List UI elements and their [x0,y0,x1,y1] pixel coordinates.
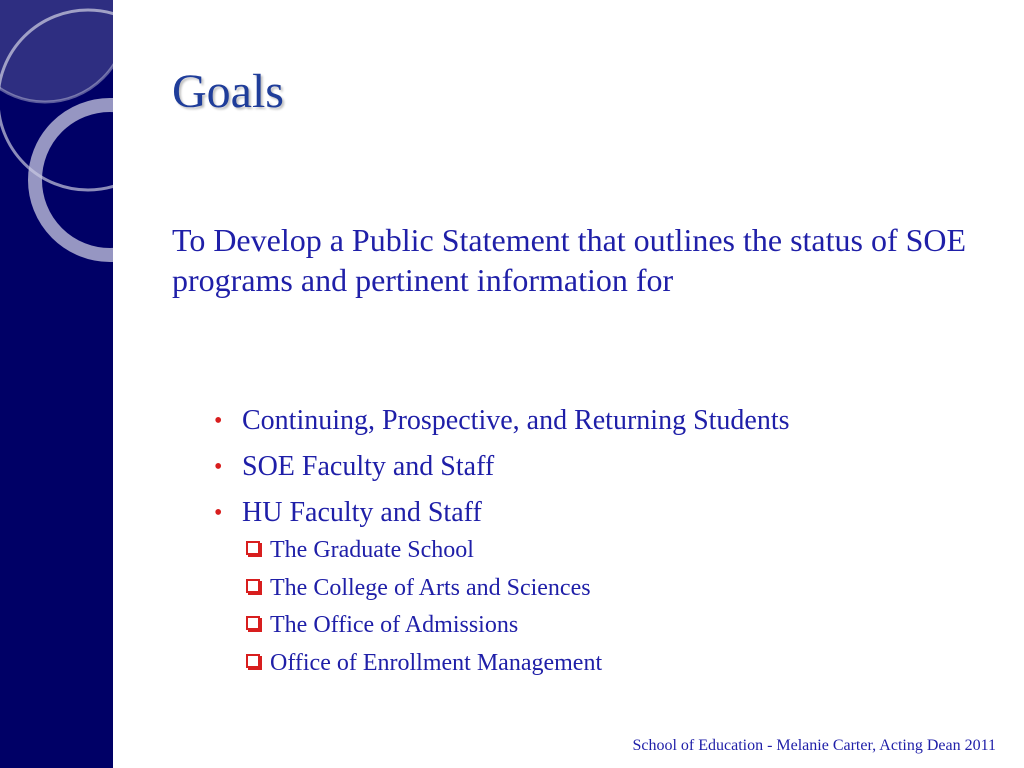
bullet-list [214,398,790,536]
sub-bullet-label: Office of Enrollment Management [270,649,603,676]
list-item [244,532,602,570]
bullet-dot-icon: • [214,500,223,526]
slide-title: Goals [172,65,284,118]
sub-bullet-label: The College of Arts and Sciences [270,574,591,601]
sub-bullet-list [244,532,602,682]
bullet-dot-icon: • [214,408,223,434]
list-item [244,607,602,645]
slide-footer: School of Education - Melanie Carter, Acting Dean 2011 [632,737,996,754]
bullet-label: HU Faculty and Staff [242,497,482,528]
list-item [244,570,602,608]
intro-paragraph: To Develop a Public Statement that outlines the status of SOE programs and pertinent information for [172,222,967,298]
list-item [214,490,790,536]
checkbox-bullet-icon [246,654,260,668]
bullet-dot-icon: • [214,454,223,480]
bullet-label: Continuing, Prospective, and Returning Students [242,405,790,436]
list-item [214,398,790,444]
checkbox-bullet-icon [246,616,260,630]
side-band-decoration [0,0,113,768]
list-item [214,444,790,490]
sub-bullet-label: The Graduate School [270,537,474,563]
checkbox-bullet-icon [246,541,260,555]
decorative-circles [0,0,113,768]
checkbox-bullet-icon [246,579,260,593]
list-item [244,645,602,683]
bullet-label: SOE Faculty and Staff [242,451,495,482]
sub-bullet-label: The Office of Admissions [270,612,519,638]
